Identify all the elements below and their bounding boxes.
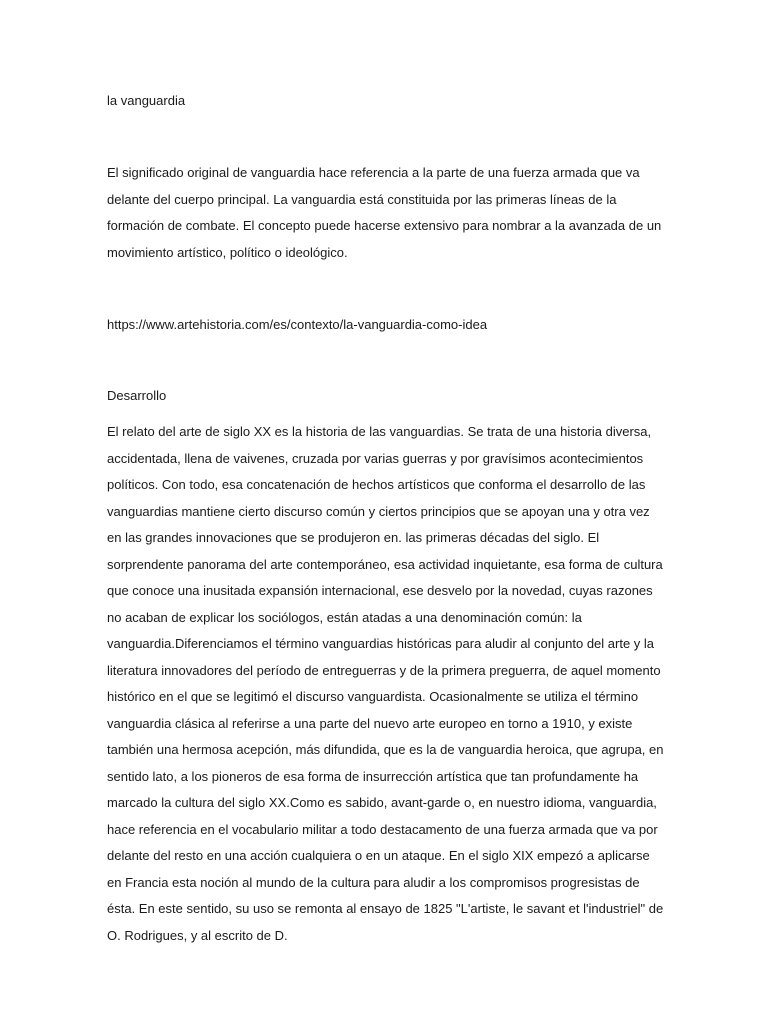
document-title: la vanguardia xyxy=(107,93,186,108)
source-url: https://www.artehistoria.com/es/contexto/la-vanguardia-como-idea xyxy=(107,317,488,332)
intro-paragraph: El significado original de vanguardia hace referencia a la parte de una fuerza armada que va delante del cuerpo principal. La vanguardia está constituida por las primeras líneas de la formación de combate. El concepto puede hacerse extensivo para nombrar a la avanzada de un movimiento artístico, político o ideológico. xyxy=(107,165,662,260)
body-paragraph: El relato del arte de siglo XX es la historia de las vanguardias. Se trata de una historia diversa, accidentada, llena de vaivenes, cruzada por varias guerras y por gravísimos acontecimientos políticos. Con todo, esa concatenación de hechos artísticos que conforma el desarrollo de las vanguardias mantiene cierto discurso común y ciertos principios que se apoyan una y otra vez en las grandes innovaciones que se produjeron en. las primeras décadas del siglo. El sorprendente panorama del arte contemporáneo, esa actividad inquietante, esa forma de cultura que conoce una inusitada expansión internacional, ese desvelo por la novedad, cuyas razones no acaban de explicar los sociólogos, están atadas a una denominación común: la vanguardia.Diferenciamos el término vanguardias históricas para aludir al conjunto del arte y la literatura innovadores del período de entreguerras y de la primera preguerra, de aquel momento histórico en el que se legitimó el discurso vanguardista. Ocasionalmente se utiliza el término vanguardia clásica al referirse a una parte del nuevo arte europeo en torno a 1910, y existe también una hermosa acepción, más difundida, que es la de vanguardia heroica, que agrupa, en sentido lato, a los pioneros de esa forma de insurrección artística que tan profundamente ha marcado la cultura del siglo XX.Como es sabido, avant-garde o, en nuestro idioma, vanguardia, hace referencia en el vocabulario militar a todo destacamento de una fuerza armada que va por delante del resto en una acción cualquiera o en un ataque. En el siglo XIX empezó a aplicarse en Francia esta noción al mundo de la cultura para aludir a los compromisos progresistas de ésta. En este sentido, su uso se remonta al ensayo de 1825 "L'artiste, le savant et l'industriel" de O. Rodrigues, y al escrito de D. xyxy=(107,424,664,943)
section-heading: Desarrollo xyxy=(107,388,167,403)
